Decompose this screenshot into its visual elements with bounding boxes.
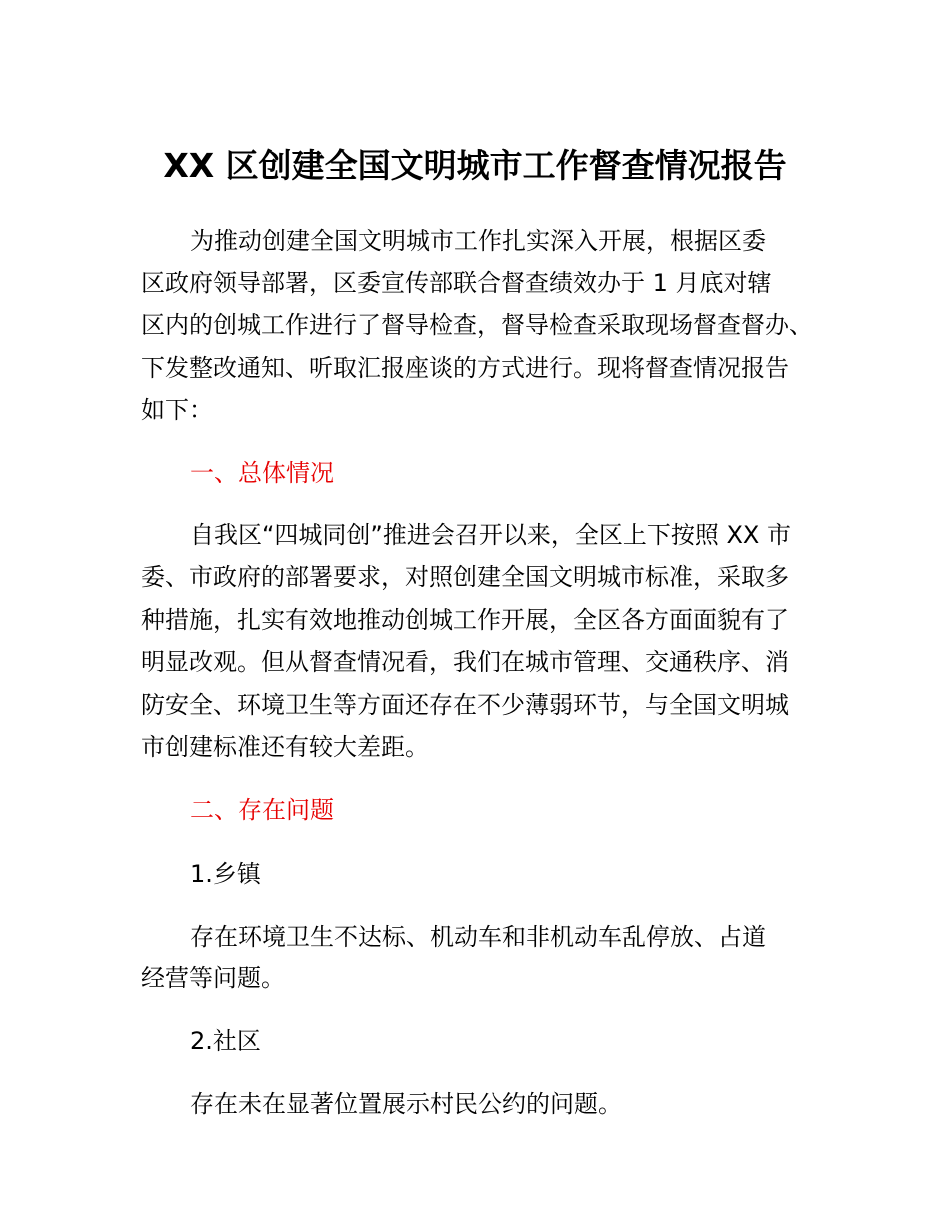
intro-line-1: 为推动创建全国文明城市工作扎实深入开展，根据区委 [190,227,766,255]
document-title: XX 区创建全国文明城市工作督查情况报告 [163,146,787,185]
intro-line-4: 下发整改通知、听取汇报座谈的方式进行。现将督查情况报告 [141,354,789,382]
section1-line-6: 市创建标准还有较大差距。 [141,733,429,761]
section2-heading: 二、存在问题 [190,796,334,824]
subsection2-heading: 2.社区 [190,1027,261,1055]
section1-line-3: 种措施，扎实有效地推动创城工作开展，全区各方面面貌有了 [141,606,789,634]
section1-line-1: 自我区“四城同创”推进会召开以来，全区上下按照 XX 市 [190,521,792,549]
subsection1-heading: 1.乡镇 [190,860,261,888]
subsection1-line-1: 存在环境卫生不达标、机动车和非机动车乱停放、占道 [190,923,766,951]
section1-line-4: 明显改观。但从督查情况看，我们在城市管理、交通秩序、消 [141,648,789,676]
subsection1-line-2: 经营等问题。 [141,964,285,992]
section1-line-2: 委、市政府的部署要求，对照创建全国文明城市标准，采取多 [141,563,789,591]
intro-line-3: 区内的创城工作进行了督导检查，督导检查采取现场督查督办、 [141,311,813,339]
intro-line-5: 如下： [141,396,213,424]
section1-line-5: 防安全、环境卫生等方面还存在不少薄弱环节，与全国文明城 [141,691,789,719]
subsection2-line-1: 存在未在显著位置展示村民公约的问题。 [190,1090,622,1118]
section1-heading: 一、总体情况 [190,459,334,487]
intro-line-2: 区政府领导部署，区委宣传部联合督查绩效办于 1 月底对辖 [141,269,772,297]
